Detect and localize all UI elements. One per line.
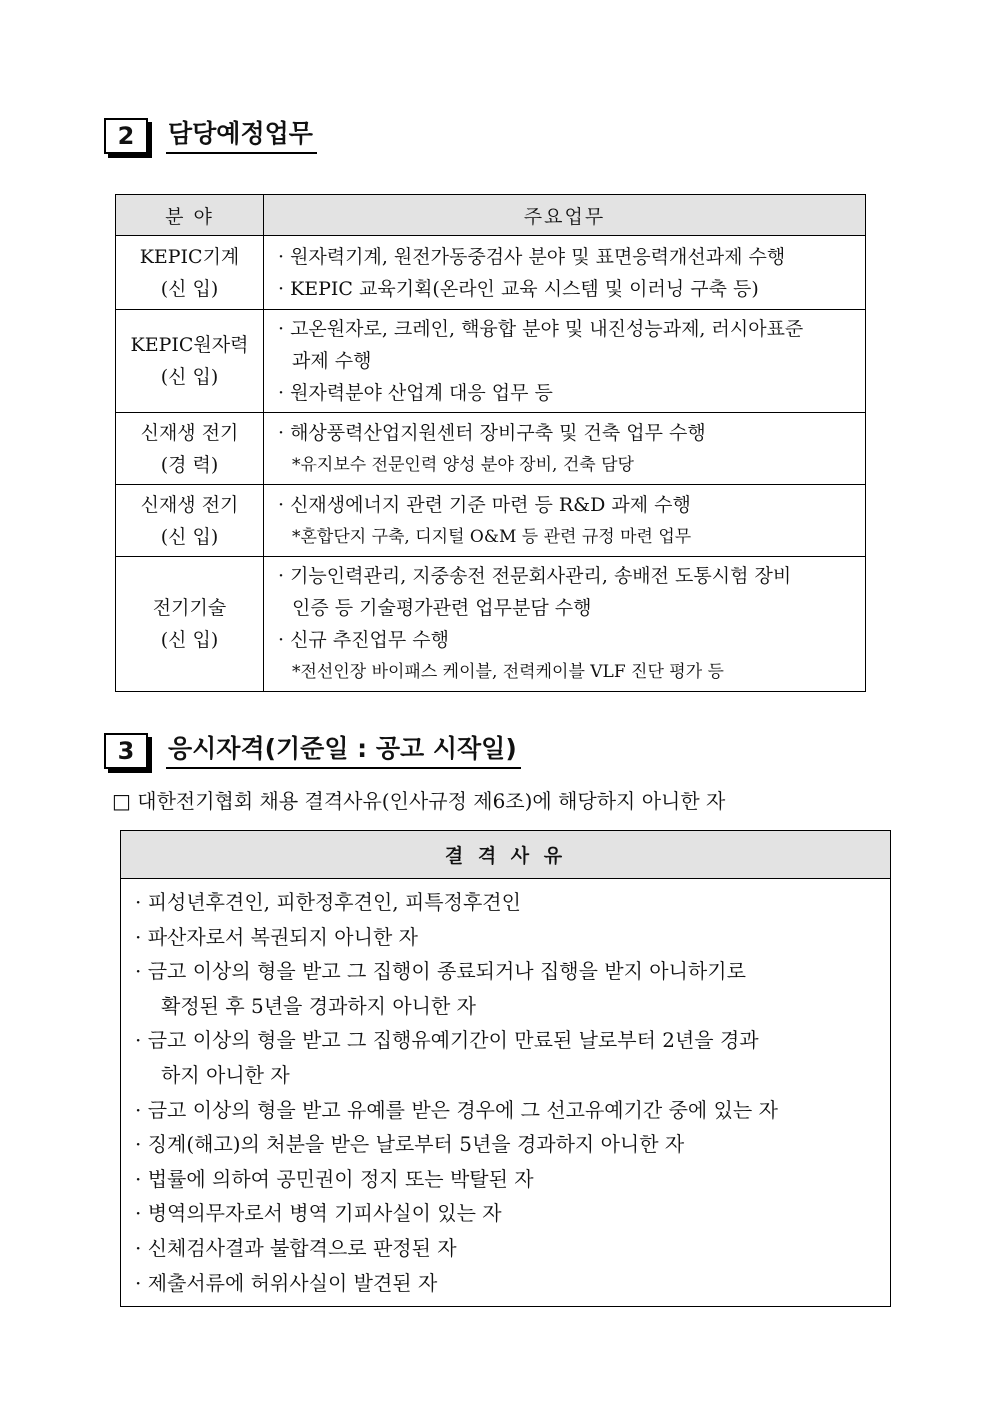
field-cell [116,310,264,413]
disqualification-list [121,879,891,1307]
disqualification-header: 결 격 사 유 [121,831,891,879]
disqualification-item: · 금고 이상의 형을 받고 그 집행유예기간이 만료된 날로부터 2년을 경과 [135,1028,759,1053]
duty-note: *혼합단지 구축, 디지털 O&M 등 관련 규정 마련 업무 [292,526,692,547]
field-cell [116,236,264,310]
field-cell [116,413,264,485]
disqualification-item: 하지 아니한 자 [161,1062,290,1087]
field-label: (경 력) [160,453,219,476]
duties-table [115,194,866,692]
duty-line: · 고온원자로, 크레인, 핵융합 분야 및 내진성능과제, 러시아표준 [278,318,804,340]
duty-note: *전선인장 바이패스 케이블, 전력케이블 VLF 진단 평가 등 [292,662,724,682]
disqualification-item: · 파산자로서 복권되지 아니한 자 [135,924,418,949]
disqualification-item: · 피성년후견인, 피한정후견인, 피특정후견인 [135,890,521,914]
header-duty: 주요업무 [264,195,866,236]
duty-line: 인증 등 기술평가관련 업무분담 수행 [292,597,592,619]
duty-line: · 해상풍력산업지원센터 장비구축 및 건축 업무 수행 [278,421,706,444]
duty-cell [264,485,866,557]
section-number-box: 2 [104,118,148,154]
table-row [116,485,866,557]
field-label: (신 입) [160,629,219,651]
duty-line: 과제 수행 [292,350,372,372]
section-3-heading [104,733,521,769]
field-label: 신재생 전기 [140,493,239,516]
section-2-heading [104,118,317,154]
disqualification-table [120,830,891,1307]
duty-line: · 신재생에너지 관련 기준 마련 등 R&D 과제 수행 [278,493,691,516]
section-title: 응시자격(기준일 : 공고 시작일) [166,734,521,769]
duty-cell [264,413,866,485]
duty-cell [264,310,866,413]
disqualification-item: · 신체검사결과 불합격으로 판정된 자 [135,1235,457,1260]
disqualification-item: · 금고 이상의 형을 받고 그 집행이 종료되거나 집행을 받지 아니하기로 [135,959,746,984]
field-label: 신재생 전기 [140,421,239,444]
field-label: (신 입) [160,366,219,388]
table-header-row [121,831,891,879]
field-label: 전기기술 [152,597,227,619]
disqualification-item: · 제출서류에 허위사실이 발견된 자 [135,1270,438,1295]
header-field: 분 야 [116,195,264,236]
section-title: 담당예정업무 [166,119,317,154]
duty-line: · KEPIC 교육기획(온라인 교육 시스템 및 이러닝 구축 등) [278,277,759,300]
field-label: KEPIC기계 [139,245,240,268]
disqualification-item: 확정된 후 5년을 경과하지 아니한 자 [161,993,476,1018]
duties-table-body [116,236,866,692]
table-row [116,236,866,310]
section-number-box: 3 [104,733,148,769]
field-cell [116,557,264,692]
table-row [121,879,891,1307]
duty-line: · 원자력기계, 원전가동중검사 분야 및 표면응력개선과제 수행 [278,245,786,268]
table-row [116,557,866,692]
qualification-intro: □ 대한전기협회 채용 결격사유(인사규정 제6조)에 해당하지 아니한 자 [112,789,726,813]
table-row [116,310,866,413]
duty-line: · 기능인력관리, 지중송전 전문회사관리, 송배전 도통시험 장비 [278,565,792,587]
duty-note: *유지보수 전문인력 양성 분야 장비, 건축 담당 [292,454,634,475]
table-row [116,413,866,485]
field-label: (신 입) [160,277,219,300]
duty-cell [264,557,866,692]
disqualification-item: · 법률에 의하여 공민권이 정지 또는 박탈된 자 [135,1166,534,1191]
table-header-row [116,195,866,236]
field-label: (신 입) [160,525,219,548]
disqualification-item: · 병역의무자로서 병역 기피사실이 있는 자 [135,1201,502,1226]
field-label: KEPIC원자력 [130,334,249,356]
duty-cell [264,236,866,310]
duty-line: · 신규 추진업무 수행 [278,629,449,651]
field-cell [116,485,264,557]
disqualification-item: · 금고 이상의 형을 받고 유예를 받은 경우에 그 선고유예기간 중에 있는 자 [135,1097,778,1122]
disqualification-item: · 징계(해고)의 처분을 받은 날로부터 5년을 경과하지 아니한 자 [135,1132,685,1157]
duty-line: · 원자력분야 산업계 대응 업무 등 [278,382,553,404]
